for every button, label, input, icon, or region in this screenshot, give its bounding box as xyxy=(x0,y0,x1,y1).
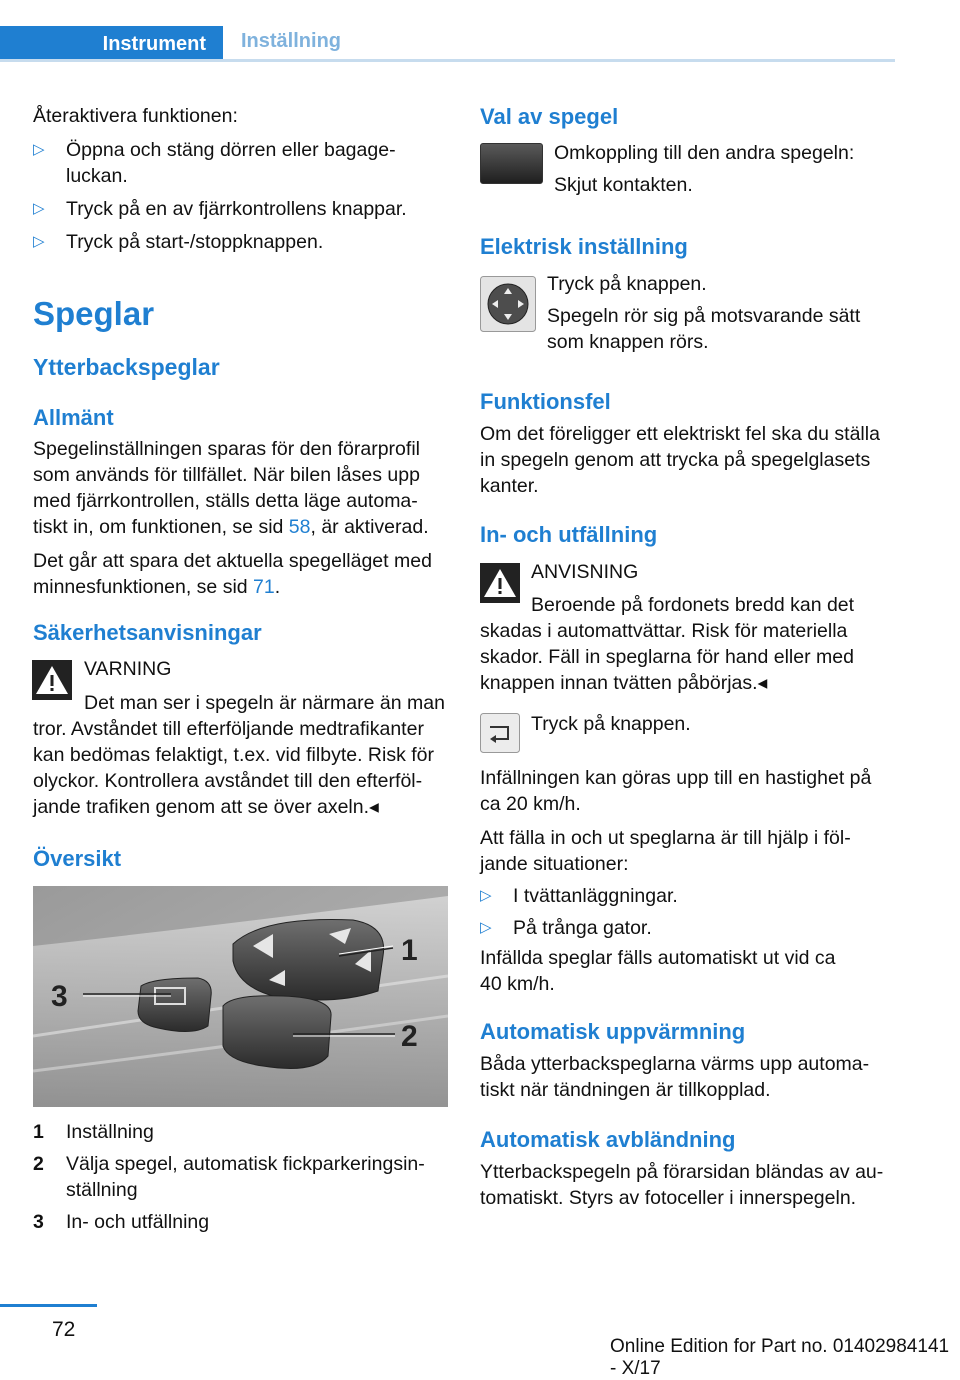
notice-title: ANVISNING xyxy=(531,561,639,583)
mirror-adjust-dpad-icon xyxy=(480,276,536,332)
triangle-bullet-icon: ▷ xyxy=(33,141,45,158)
avblandning-text: Ytterbackspegeln på förarsidan bländas av au- tomatiskt. Styrs av fotoceller i innerspegeln. xyxy=(480,1161,884,1209)
warning-text: Det man ser i spegeln är närmare än man tror. Avståndet till efterföljande medtrafikanter kan bedömas felaktigt, t.ex. vid filbyte. Risk för olyckor. Kontrollera avståndet till den efterföl- jande trafiken genom att se över axeln.◂ xyxy=(33,692,445,818)
heading-sakerhetsanvisningar: Säkerhetsanvisningar xyxy=(33,620,262,645)
fold-mirror-button-icon xyxy=(480,713,520,753)
legend-item: 2 Välja spegel, automatisk fickparkeringsin- ställning xyxy=(33,1153,425,1201)
triangle-bullet-icon: ▷ xyxy=(480,887,492,904)
heading-ytterbackspeglar: Ytterbackspeglar xyxy=(33,354,220,380)
legend-item: 3 In- och utfällning xyxy=(33,1211,210,1233)
footer-divider xyxy=(0,1304,97,1307)
warning-title: VARNING xyxy=(84,658,172,680)
press-button-text: Tryck på knappen. xyxy=(531,713,691,735)
triangle-bullet-icon: ▷ xyxy=(33,200,45,217)
heading-val-av-spegel: Val av spegel xyxy=(480,104,619,129)
triangle-bullet-icon: ▷ xyxy=(33,233,45,250)
triangle-bullet-icon: ▷ xyxy=(480,919,492,936)
infallning-text: Infällningen kan göras upp till en hastighet på ca 20 km/h. Att fälla in och ut speglarna är till hjälp i föl- jande situationer: ▷ I tvättanläggningar. ▷ På trånga gator. Infällda speglar fälls automatiskt ut vid ca 40 km/h. xyxy=(480,765,900,997)
list-item: ▷ Öppna och stäng dörren eller bagage- luckan. xyxy=(33,139,396,187)
uppvarmning-text: Båda ytterbackspeglarna värms upp automa- tiskt när tändningen är tillkopplad. xyxy=(480,1053,870,1101)
allmant-text: Spegelinställningen sparas för den förarprofil som används för tillfället. När bilen låses upp med fjärrkontrollen, ställs detta läge automa- tiskt in, om funktionen, se sid 58, är aktiverad. Det går att spara det aktuella spegelläget med minnesfunktionen, se sid 71. xyxy=(33,438,432,598)
heading-in-och-utfallning: In- och utfällning xyxy=(480,522,658,547)
val-text: Omkoppling till den andra spegeln: Skjut kontakten. xyxy=(554,142,855,196)
heading-speglar: Speglar xyxy=(33,295,155,332)
heading-allmant: Allmänt xyxy=(33,405,114,430)
slide-switch-icon xyxy=(480,143,543,184)
heading-oversikt: Översikt xyxy=(33,846,122,871)
tab-installning[interactable]: Inställning xyxy=(241,30,341,52)
heading-funktionsfel: Funktionsfel xyxy=(480,389,611,414)
page-link-58[interactable]: 58 xyxy=(288,516,311,538)
figure-label-1: 1 xyxy=(401,934,418,967)
left-column xyxy=(33,103,448,255)
heading-automatisk-avblandning: Automatisk avbländning xyxy=(480,1127,736,1152)
legend-item: 1 Inställning xyxy=(33,1121,154,1143)
list-item: ▷ På trånga gator. xyxy=(480,917,652,939)
mirror-controls-figure xyxy=(33,886,448,1107)
figure-label-3: 3 xyxy=(51,980,68,1013)
list-item: ▷ Tryck på en av fjärrkontrollens knappar. xyxy=(33,198,407,220)
list-item: ▷ Tryck på start-/stoppknappen. xyxy=(33,231,324,253)
funktionsfel-text: Om det föreligger ett elektriskt fel ska du ställa in spegeln genom att trycka på spegelglasets kanter. xyxy=(480,423,880,497)
figure-legend xyxy=(33,1119,448,1235)
list-item: ▷ I tvättanläggningar. xyxy=(480,885,678,907)
heading-elektrisk-installning: Elektrisk inställning xyxy=(480,234,688,259)
notice-text: Beroende på fordonets bredd kan det skadas i automattvättar. Risk för materiella skador. Fäll in speglarna för hand eller med knappen innan tvätten påbörjas.◂ xyxy=(480,594,855,694)
edition-text: Online Edition for Part no. 01402984141 - X/17 xyxy=(610,1336,950,1379)
figure-label-2: 2 xyxy=(401,1020,418,1053)
page-link-71[interactable]: 71 xyxy=(253,576,275,598)
header-divider xyxy=(0,59,895,62)
reactivate-intro: Återaktivera funktionen: xyxy=(33,105,238,127)
page-number: 72 xyxy=(52,1318,76,1341)
elektrisk-text: Tryck på knappen. Spegeln rör sig på motsvarande sätt som knappen rörs. xyxy=(547,273,861,353)
heading-automatisk-uppvarmning: Automatisk uppvärmning xyxy=(480,1019,746,1044)
tab-instrument[interactable]: Instrument xyxy=(0,26,223,62)
